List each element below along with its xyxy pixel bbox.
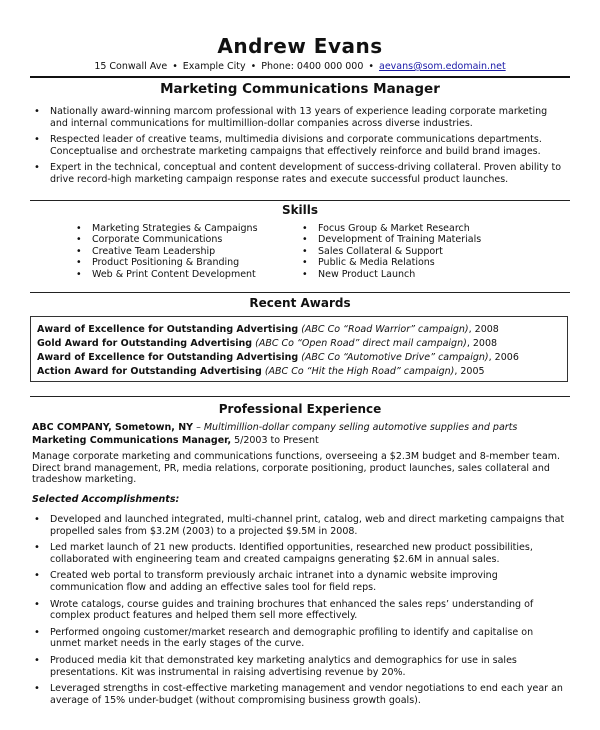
summary-item: • Expert in the technical, conceptual and content development of success-driving collateral. Proven ability to drive record-high marketing campaign response rates and execute successful product launches. xyxy=(30,162,565,185)
award-name: Gold Award for Outstanding Advertising xyxy=(37,338,253,349)
skill-item: • Focus Group & Market Research xyxy=(298,223,481,234)
email-link[interactable]: aevans@som.edomain.net xyxy=(379,61,506,72)
experience-title: Professional Experience xyxy=(218,402,382,416)
award-item xyxy=(37,365,561,379)
company-description: – Multimillion-dollar company selling automotive supplies and parts xyxy=(196,422,518,433)
accomplishment-item: • Performed ongoing customer/market research and demographic profiling to identify and capitalise on unmet market needs in the early stages of the curve. xyxy=(30,627,565,650)
accomplishment-item: • Developed and launched integrated, multi-channel print, catalog, web and direct marketing campaigns that propelled sales from $3.2M (2003) to a projected $9.5M in 2008. xyxy=(30,514,565,537)
separator-dot: • xyxy=(172,61,178,72)
experience-divider xyxy=(30,396,570,397)
accomplishment-item: • Leveraged strengths in cost-effective marketing management and vendor negotiations to end each year an average of 15% under-budget (without compromising business growth goals). xyxy=(30,683,565,706)
contact-line xyxy=(0,61,600,72)
award-year: , 2008 xyxy=(468,324,499,335)
accomplishments-list xyxy=(30,514,565,711)
accomplishments-title: Selected Accomplishments: xyxy=(32,494,180,505)
candidate-name: Andrew Evans xyxy=(217,34,383,58)
skills-right-list xyxy=(298,223,481,280)
skills-divider xyxy=(30,200,570,201)
header-divider xyxy=(30,76,570,78)
summary-item: • Respected leader of creative teams, multimedia divisions and corporate communications departments. Conceptualise and orchestrate marketing campaigns that effectively reinforce and build brand images. xyxy=(30,134,565,157)
accomplishment-item: • Produced media kit that demonstrated key marketing analytics and demographics for use in sales presentations. Kit was instrumental in raising advertising revenue by 20%. xyxy=(30,655,565,678)
award-item xyxy=(37,337,561,351)
award-detail: (ABC Co “Road Warrior” campaign) xyxy=(301,324,469,335)
skill-item: • Public & Media Relations xyxy=(298,257,481,268)
skills-title: Skills xyxy=(281,203,319,217)
skill-item: • Marketing Strategies & Campaigns xyxy=(72,223,258,234)
summary-list xyxy=(30,106,565,191)
accomplishment-item: • Led market launch of 21 new products. Identified opportunities, researched new product possibilities, collaborated with engineering team and created campaigns generating $2.6M in annual sales. xyxy=(30,542,565,565)
role-line xyxy=(32,435,319,447)
skill-item: • Web & Print Content Development xyxy=(72,269,258,280)
award-detail: (ABC Co “Hit the High Road” campaign) xyxy=(264,366,455,377)
company-name: ABC COMPANY, Sometown, NY xyxy=(32,422,194,433)
awards-title: Recent Awards xyxy=(249,296,351,310)
skill-item: • New Product Launch xyxy=(298,269,481,280)
role-dates: 5/2003 to Present xyxy=(231,435,319,446)
company-line xyxy=(32,422,517,434)
headline: Marketing Communications Manager xyxy=(160,81,440,97)
skill-item: • Creative Team Leadership xyxy=(72,246,258,257)
award-detail: (ABC Co “Automotive Drive” campaign) xyxy=(301,352,489,363)
skills-left-list xyxy=(72,223,258,280)
award-name: Award of Excellence for Outstanding Advertising xyxy=(37,324,299,335)
awards-divider xyxy=(30,292,570,293)
skill-item: • Product Positioning & Branding xyxy=(72,257,258,268)
skill-item: • Corporate Communications xyxy=(72,234,258,245)
award-detail: (ABC Co “Open Road” direct mail campaign) xyxy=(255,338,467,349)
skill-item: • Sales Collateral & Support xyxy=(298,246,481,257)
award-year: , 2008 xyxy=(466,338,498,349)
award-year: , 2006 xyxy=(488,352,519,363)
skill-item: • Development of Training Materials xyxy=(298,234,481,245)
award-item xyxy=(37,351,561,365)
separator-dot: • xyxy=(250,61,257,72)
role-title: Marketing Communications Manager, xyxy=(32,435,232,446)
summary-item: • Nationally award-winning marcom professional with 13 years of experience leading corporate marketing and internal communications for multimillion-dollar companies across diverse industries. xyxy=(30,106,565,129)
city: Example City xyxy=(182,61,246,72)
award-item xyxy=(37,323,561,337)
award-year: , 2005 xyxy=(454,366,485,377)
role-description: Manage corporate marketing and communications functions, overseeing a $2.3M budget and 8-member team. Direct brand management, PR, media relations, corporate positioning, product launches, sales collateral and tradeshow marketing. xyxy=(32,451,561,486)
phone: Phone: 0400 000 000 xyxy=(261,61,364,72)
awards-box xyxy=(30,316,568,382)
award-name: Action Award for Outstanding Advertising xyxy=(37,366,262,377)
award-name: Award of Excellence for Outstanding Advertising xyxy=(37,352,299,363)
separator-dot: • xyxy=(368,61,375,72)
address: 15 Conwall Ave xyxy=(94,61,168,72)
accomplishment-item: • Wrote catalogs, course guides and training brochures that enhanced the sales reps’ understanding of complex product features and helped them sell more effectively. xyxy=(30,599,565,622)
accomplishment-item: • Created web portal to transform previously archaic intranet into a dynamic website improving communication flow and adding an effective sales tool for field reps. xyxy=(30,570,565,593)
